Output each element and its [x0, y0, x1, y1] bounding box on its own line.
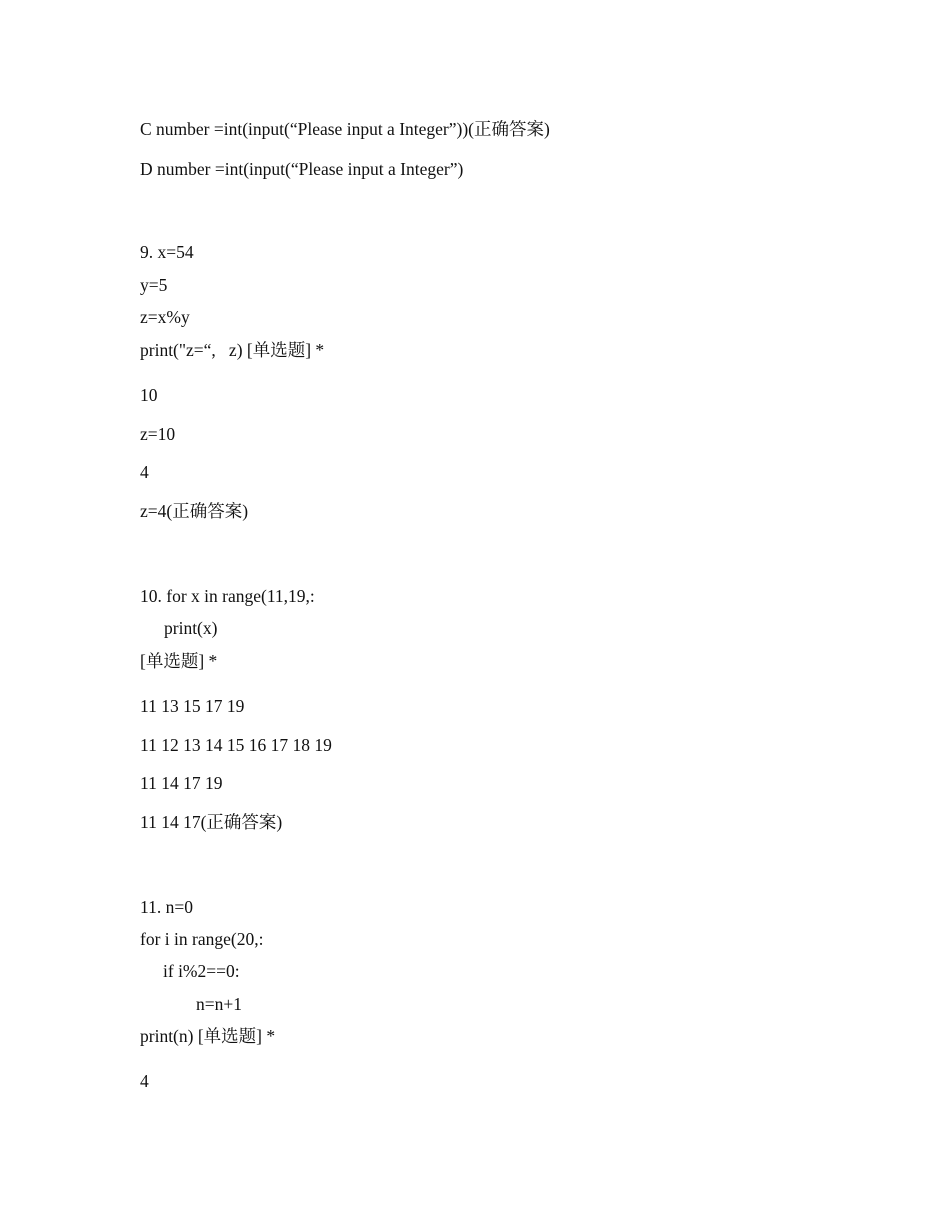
- q8-option-d: D number =int(input(“Please input a Integer”): [140, 159, 464, 179]
- q11-code-line-5: print(n) [单选题] *: [140, 1026, 276, 1046]
- q9-option-3: 4: [140, 462, 149, 482]
- q8-option-c: C number =int(input(“Please input a Integer”))(正确答案): [140, 119, 550, 139]
- q9-option-2: z=10: [140, 424, 176, 444]
- q10-code-line-2: print(x): [164, 618, 218, 638]
- q11-code-line-1: 11. n=0: [140, 897, 193, 917]
- q11-code-line-4: n=n+1: [196, 994, 242, 1014]
- q9-code-line-4: print("z=“, z) [单选题] *: [140, 340, 325, 360]
- q10-code-line-1: 10. for x in range(11,19,:: [140, 586, 315, 606]
- q11-code-line-3: if i%2==0:: [163, 961, 240, 981]
- q10-question-type: [单选题] *: [140, 651, 218, 671]
- q11-option-1: 4: [140, 1071, 149, 1091]
- q9-code-line-1: 9. x=54: [140, 242, 194, 262]
- q9-code-line-2: y=5: [140, 275, 168, 295]
- q9-code-line-3: z=x%y: [140, 307, 190, 327]
- q10-option-4: 11 14 17(正确答案): [140, 812, 283, 832]
- q11-code-line-2: for i in range(20,:: [140, 929, 264, 949]
- q10-option-2: 11 12 13 14 15 16 17 18 19: [140, 735, 332, 755]
- q9-option-4: z=4(正确答案): [140, 501, 249, 521]
- q10-option-3: 11 14 17 19: [140, 773, 223, 793]
- q10-option-1: 11 13 15 17 19: [140, 696, 245, 716]
- q9-option-1: 10: [140, 385, 158, 405]
